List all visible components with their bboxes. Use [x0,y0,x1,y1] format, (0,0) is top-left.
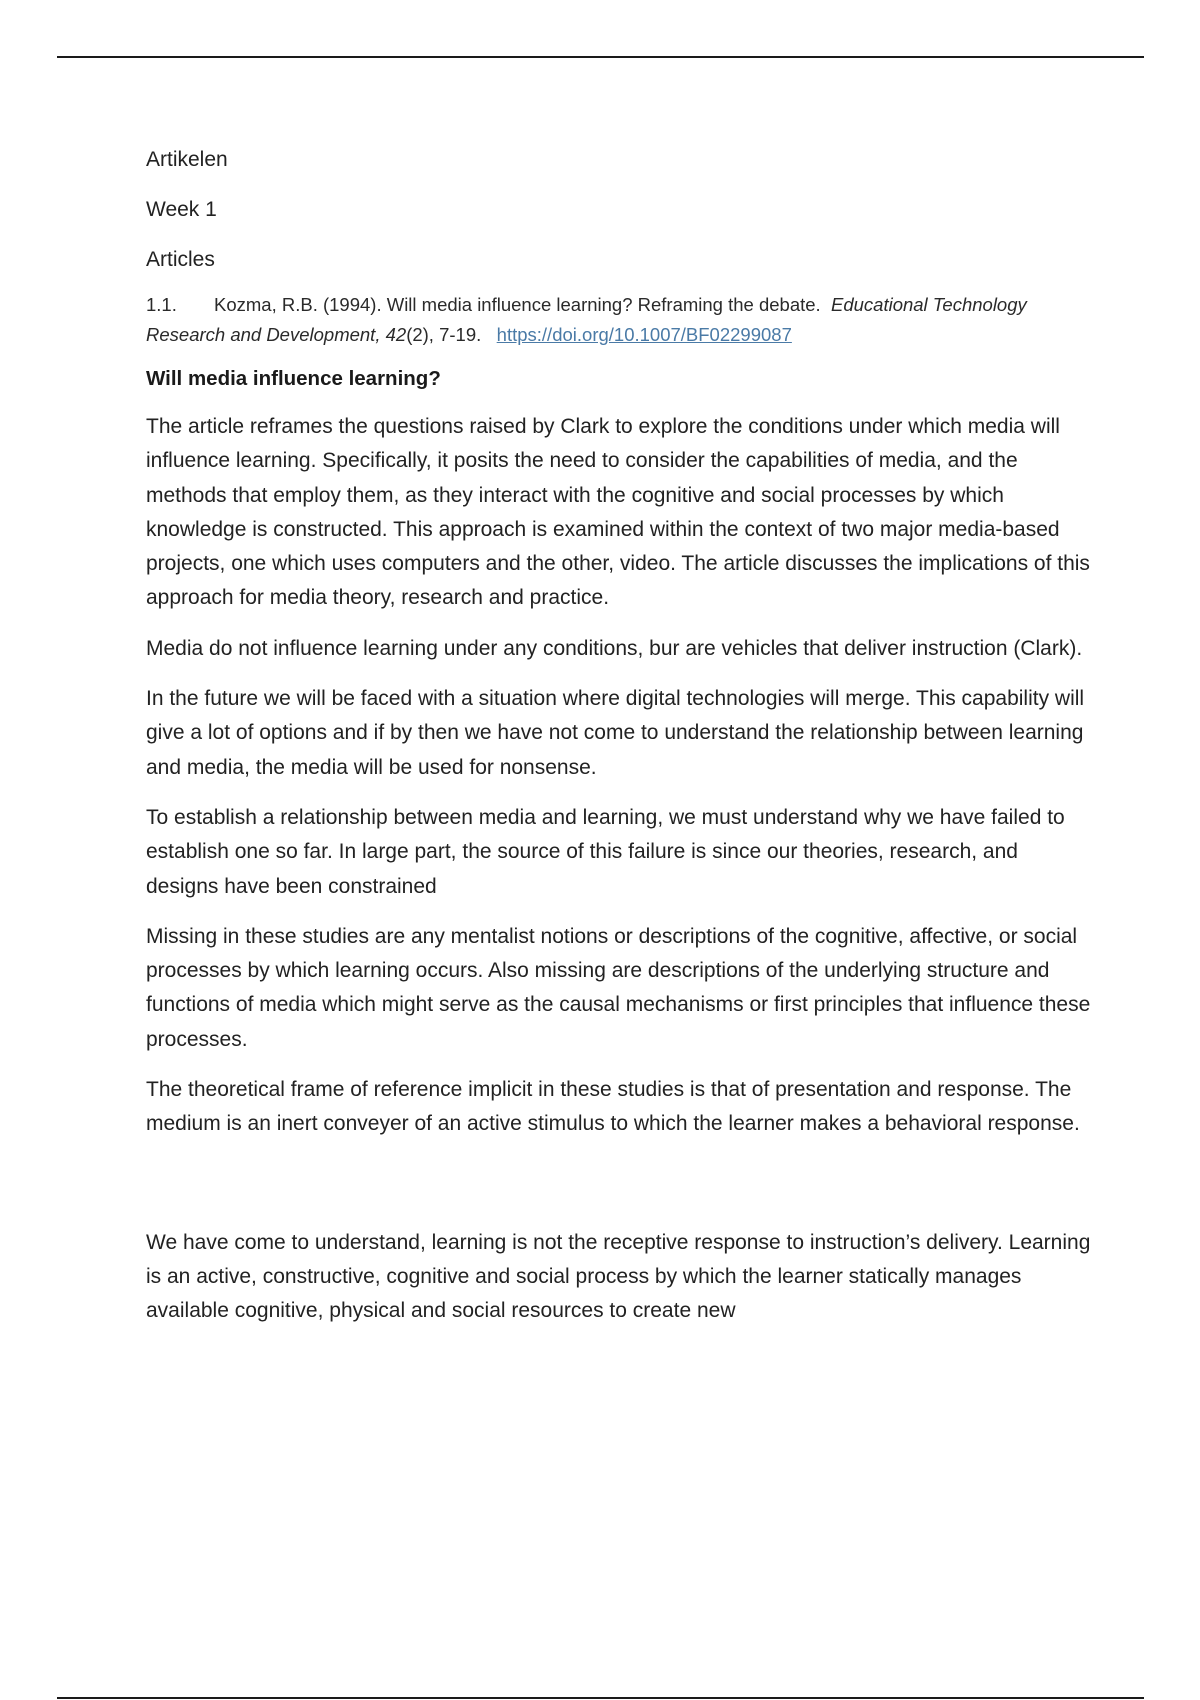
reference-number: 1.1. [146,294,177,315]
reference-journal: Educational Technology Research and Development, [146,294,1027,345]
paragraph-missing: Missing in these studies are any mentalist notions or descriptions of the cognitive, affective, or social processes by which learning occurs. Also missing are descriptions of the underlying structure and functions of media which might serve as the causal mechanisms or first principles that influence these processes. [146,924,1091,1051]
top-rule [57,56,1144,58]
paragraph-future: In the future we will be faced with a situation where digital technologies will merge. This capability will give a lot of options and if by then we have not come to understand the relationship between learning and media, the media will be used for nonsense. [146,687,1085,779]
paragraph-summary: The article reframes the questions raised by Clark to explore the conditions under which media will influence learning. Specifically, it posits the need to consider the capabilities of media, and the methods that employ them, as they interact with the cognitive and social processes by which knowledge is constructed. This approach is examined within the context of two major media-based projects, one which uses computers and the other, video. The article discusses the implications of this approach for media theory, research and practice. [146,415,1090,610]
reference-volume: 42 [385,324,407,345]
paragraph-clark: Media do not influence learning under any conditions, bur are vehicles that deliver instruction (Clark). [146,636,1083,660]
paragraph-frame: The theoretical frame of reference implicit in these studies is that of presentation and response. The medium is an inert conveyer of an active stimulus to which the learner makes a behavioral response. [146,1078,1080,1136]
bottom-rule [57,1697,1144,1699]
document-body [146,140,1096,1345]
article-title: Will media influence learning? [146,367,441,390]
reference-citation: Kozma, R.B. (1994). Will media influence learning? Reframing the debate. [214,294,821,315]
doc-title: Artikelen [146,148,228,171]
doi-link[interactable]: https://doi.org/10.1007/BF02299087 [496,324,792,345]
reference-issue-pages: (2), 7-19. [406,324,482,345]
paragraph-learning: We have come to understand, learning is not the receptive response to instruction’s delivery. Learning is an active, constructive, cognitive and social process by which the learner statically manages available cognitive, physical and social resources to create new [146,1230,1091,1323]
reference-entry [146,290,1096,350]
section-label: Articles [146,248,215,271]
week-label: Week 1 [146,198,217,221]
paragraph-relationship: To establish a relationship between media and learning, we must understand why we have failed to establish one so far. In large part, the source of this failure is since our theories, research, and designs have been constrained [146,805,1065,898]
